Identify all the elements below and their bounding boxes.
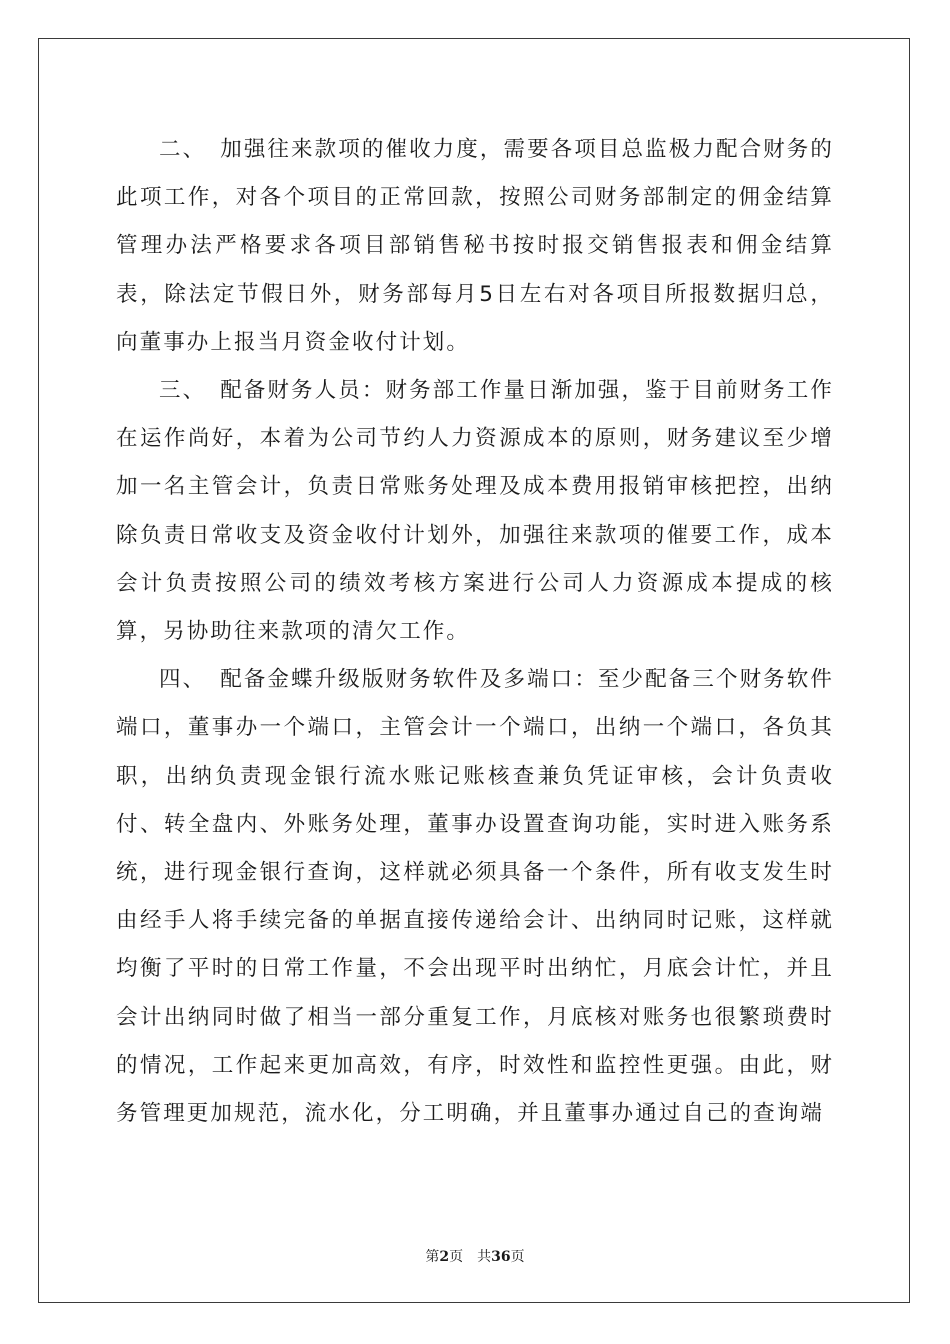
current-page-number: 2 xyxy=(439,1249,450,1265)
paragraph-text: 配备金蝶升级版财务软件及多端口：至少配备三个财务软件端口，董事办一个端口，主管会计一个端口，出纳一个端口，各负其职，出纳负责现金银行流水账记账核查兼负凭证审核，会计负责收付、转全盘内、外账务处理，董事办设置查询功能，实时进入账务系统，进行现金银行查询，这样就必须具备一个条件，所有收支发生时由经手人将手续完备的单据直接传递给会计、出纳同时记账，这样就均衡了平时的日常工作量，不会出现平时出纳忙，月底会计忙，并且会计出纳同时做了相当一部分重复工作，月底核对账务也很繁琐费时的情况，工作起来更加高效，有序，时效性和监控性更强。由此，财务管理更加规范，流水化，分工明确，并且董事办通过自己的查询端 xyxy=(116,667,834,1127)
page-footer xyxy=(0,1246,950,1266)
document-body xyxy=(116,126,834,1138)
paragraph-4 xyxy=(116,656,834,1138)
total-suffix: 页 xyxy=(510,1249,525,1265)
section-number: 四、 xyxy=(159,667,207,693)
paragraph-2 xyxy=(116,126,834,367)
page-prefix: 第 xyxy=(425,1249,440,1265)
paragraph-text: 加强往来款项的催收力度，需要各项目总监极力配合财务的此项工作，对各个项目的正常回款，按照公司财务部制定的佣金结算管理办法严格要求各项目部销售秘书按时报交销售报表和佣金结算表，除法定节假日外，财务部每月5日左右对各项目所报数据归总，向董事办上报当月资金收付计划。 xyxy=(116,137,834,355)
total-prefix: 共 xyxy=(477,1249,492,1265)
section-number: 二、 xyxy=(159,137,207,162)
page-suffix: 页 xyxy=(449,1249,464,1265)
total-page-number: 36 xyxy=(491,1249,511,1265)
section-number: 三、 xyxy=(159,378,207,404)
paragraph-text: 配备财务人员：财务部工作量日渐加强，鉴于目前财务工作在运作尚好，本着为公司节约人力资源成本的原则，财务建议至少增加一名主管会计，负责日常账务处理及成本费用报销审核把控，出纳除负责日常收支及资金收付计划外，加强往来款项的催要工作，成本会计负责按照公司的绩效考核方案进行公司人力资源成本提成的核算，另协助往来款项的清欠工作。 xyxy=(116,378,834,645)
paragraph-3 xyxy=(116,367,834,656)
